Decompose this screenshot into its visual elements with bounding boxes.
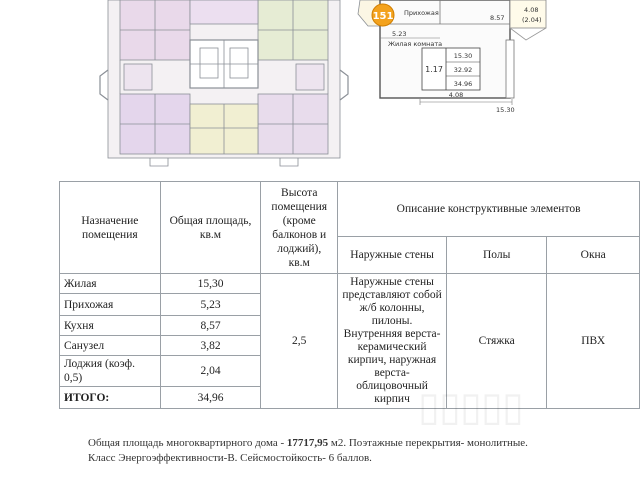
header-walls: Наружные стены (338, 237, 447, 274)
row-area: 8,57 (160, 316, 261, 336)
header-floors: Полы (446, 237, 547, 274)
living-area-dimension: 15.30 (496, 106, 515, 114)
row-name: Лоджия (коэф. 0,5) (60, 356, 161, 387)
legend-living-area: 15.30 (453, 52, 473, 60)
row-name: Санузел (60, 336, 161, 356)
table-row (60, 274, 640, 294)
apartment-code: 1.17 (425, 65, 443, 74)
header-height: Высота помещения (кроме балконов и лоджий), кв.м (261, 182, 338, 274)
total-area: 34,96 (160, 387, 261, 409)
total-building-area-prefix: Общая площадь многоквартирного дома - (88, 437, 287, 449)
table-header-row (60, 182, 640, 237)
row-area: 2,04 (160, 356, 261, 387)
total-building-area-value: 17717,95 (286, 437, 329, 449)
row-area: 15,30 (160, 274, 261, 294)
bottom-dimension-label: 4.08 (448, 91, 464, 99)
ceiling-height: 2,5 (261, 274, 338, 409)
header-windows: Окна (547, 237, 640, 274)
header-purpose: Назначение помещения (60, 182, 161, 274)
building-floor-plan (100, 0, 348, 166)
header-area: Общая площадь, кв.м (160, 182, 261, 274)
total-building-area-suffix: м2. Поэтажные перекрытия- монолитные. (328, 437, 528, 449)
header-description: Описание конструктивные элементов (338, 182, 640, 237)
kitchen-area-label: 8.57 (490, 14, 505, 22)
apartment-spec-table (59, 181, 640, 409)
footer-notes (88, 436, 528, 466)
footer-line-1 (88, 436, 528, 451)
row-area: 3,82 (160, 336, 261, 356)
watermark: ▯▯▯▯▯ (418, 384, 524, 430)
windows-value: ПВХ (547, 274, 640, 409)
loggia-reduced-area-label: (2.04) (522, 16, 542, 24)
floors-value: Стяжка (446, 274, 547, 409)
row-name: Кухня (60, 316, 161, 336)
row-name: Жилая (60, 274, 161, 294)
living-room-label: Жилая комната (388, 40, 443, 48)
walls-description: Наружные стены представляют собой ж/б колонны, пилоны. Внутренняя верста- керамический кирпич, наружная верста- облицовочный кирпич (338, 274, 447, 409)
floor-plan-drawing (0, 0, 640, 178)
hallway-label: Прихожая (404, 9, 439, 17)
legend-total-area: 34.96 (453, 80, 473, 88)
row-area: 5,23 (160, 294, 261, 316)
footer-line-2: Класс Энергоэффективности-В. Сейсмостойкость- 6 баллов. (88, 452, 372, 464)
total-label: ИТОГО: (60, 387, 161, 409)
apartment-number: 151 (372, 11, 394, 22)
loggia-area-label: 4.08 (524, 6, 539, 14)
hallway-area-label: 5.23 (392, 30, 407, 38)
floor-plan-area (0, 0, 640, 178)
legend-total-no-loggia: 32.92 (453, 66, 473, 74)
row-name: Прихожая (60, 294, 161, 316)
